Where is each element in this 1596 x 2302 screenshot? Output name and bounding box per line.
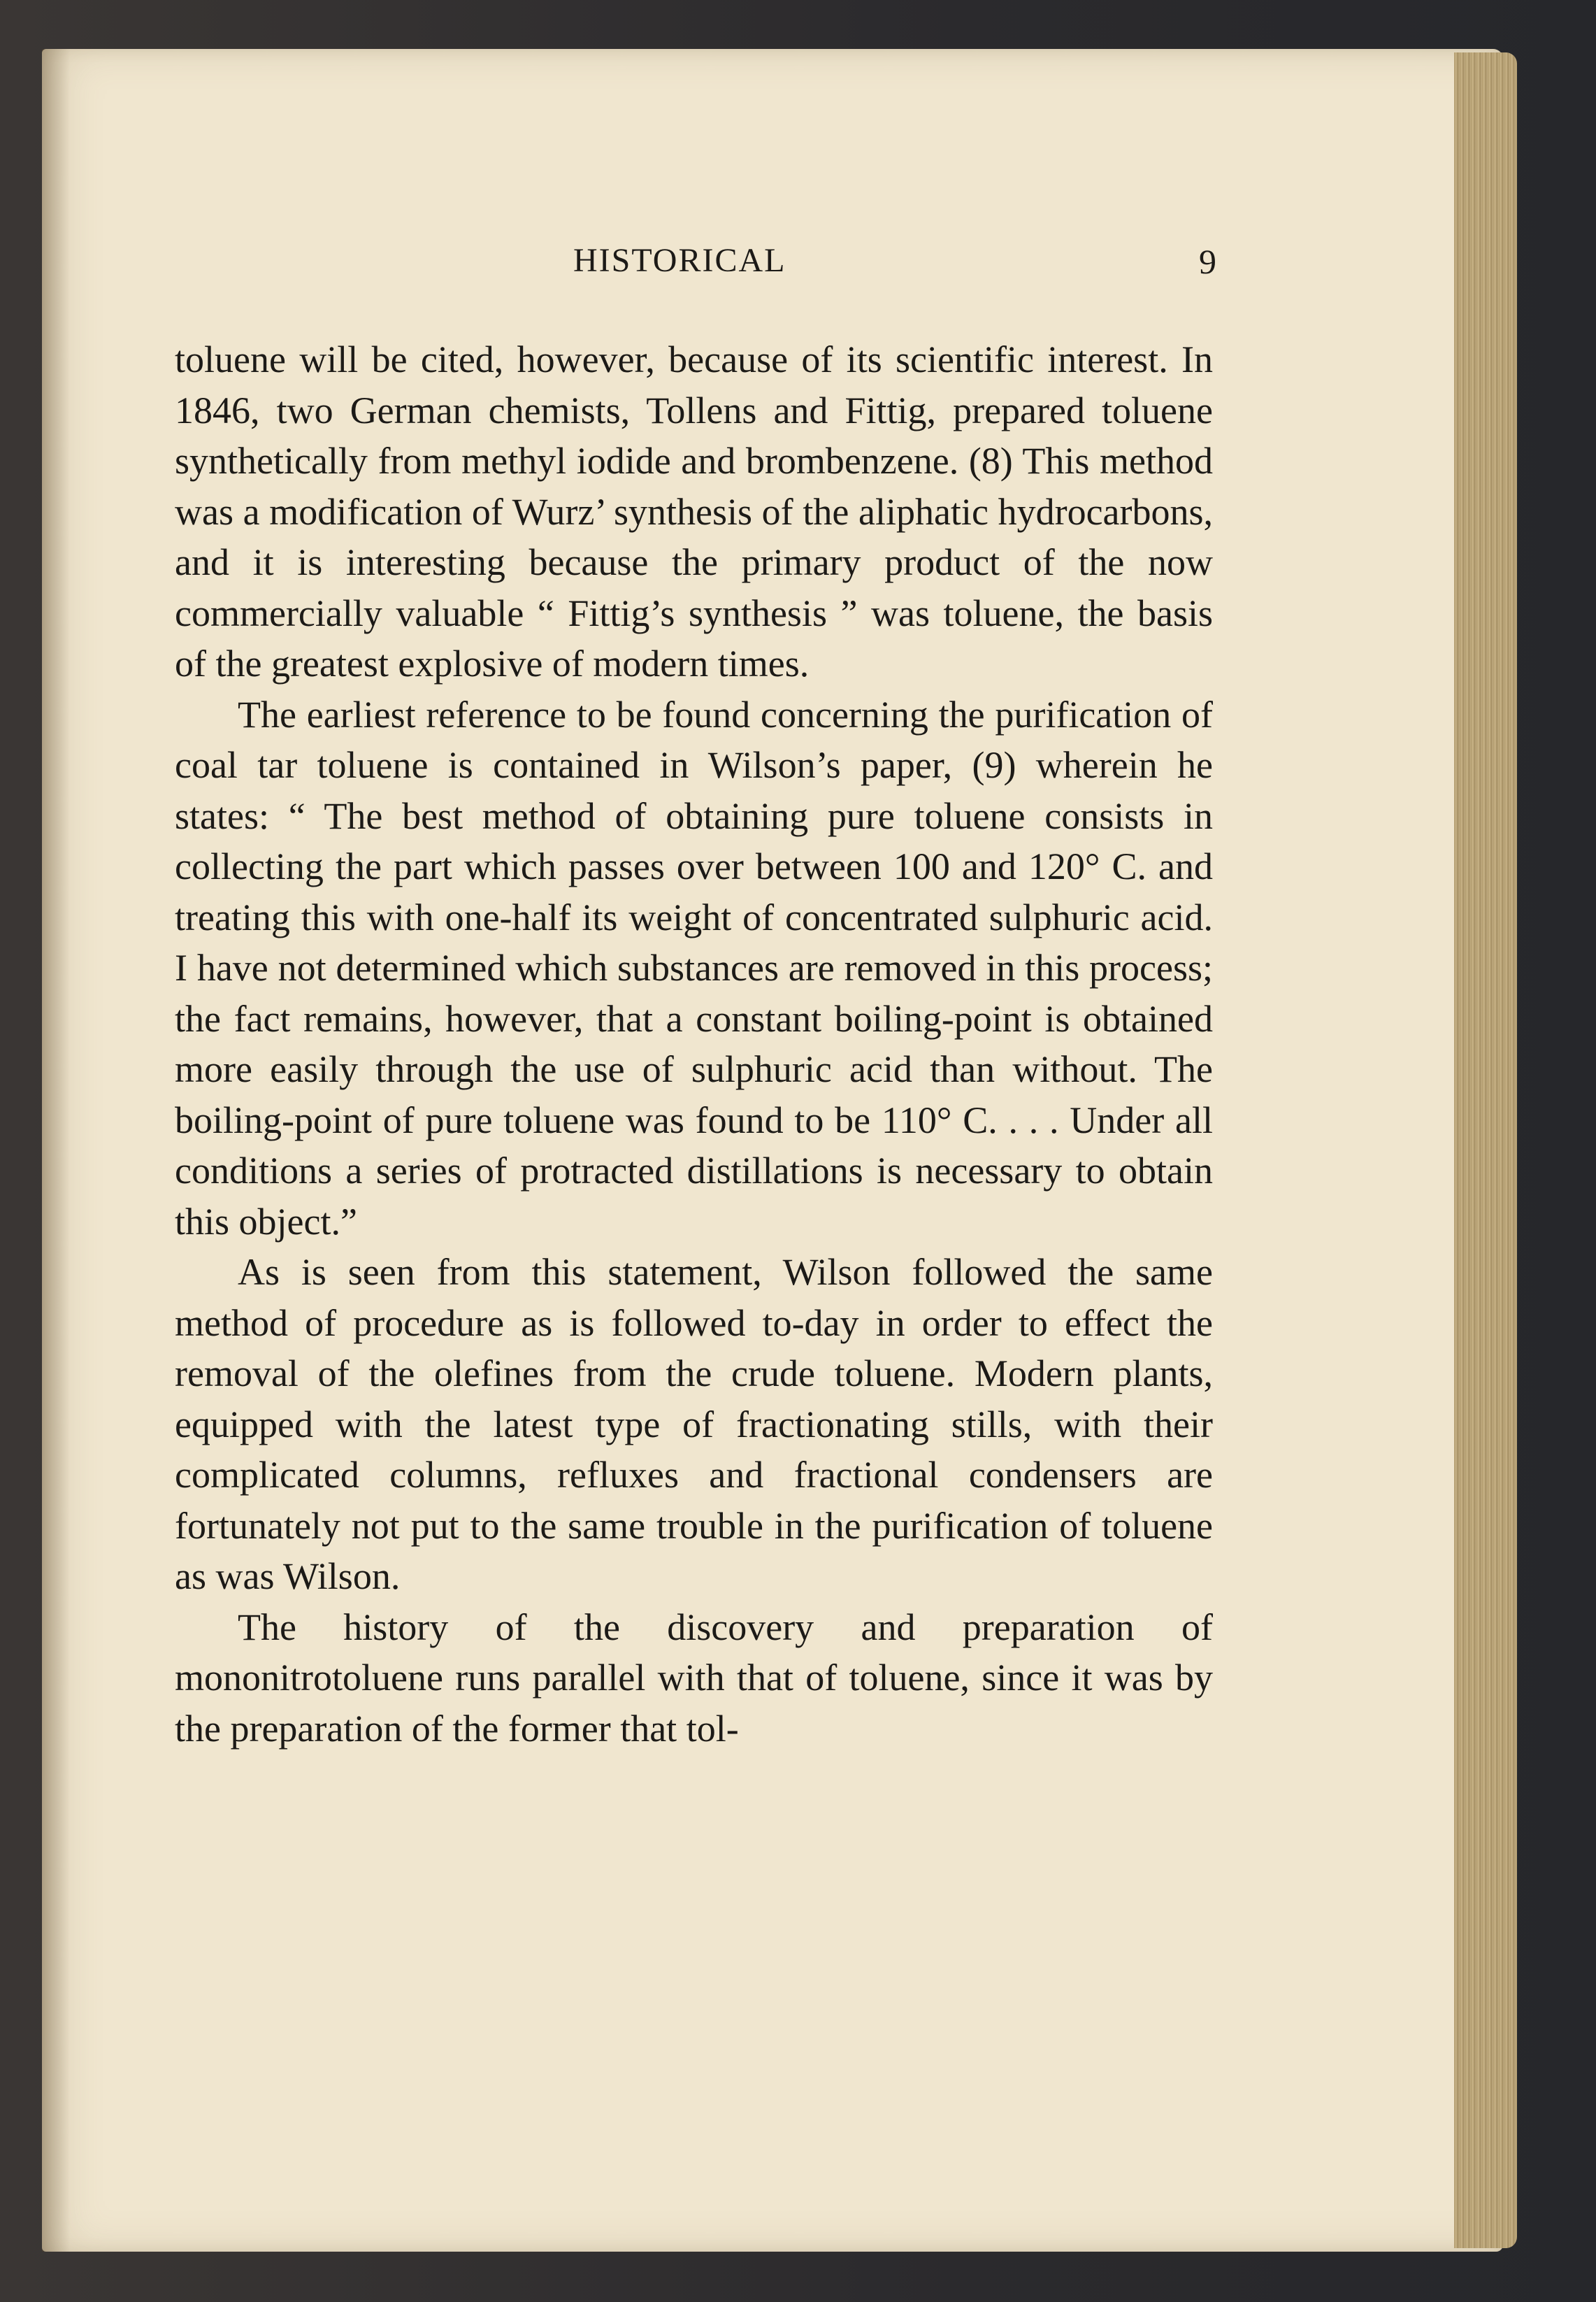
paragraph: As is seen from this statement, Wilson followed the same method of procedure as is followed to-day in order to effect the removal of the olefines from the crude toluene. Modern plants, equipped with the latest type of fractionating stills, with their complicated columns, refluxes and fractional condensers are fortunately not put to the same trouble in the purification of toluene as was Wilson. (175, 1251, 1213, 1597)
page-gutter-shadow (42, 49, 70, 2252)
paragraph: The history of the discovery and preparation of mononitrotoluene runs parallel with that of toluene, since it was by the preparation of the former that tol- (175, 1606, 1213, 1750)
page-edges (1454, 52, 1517, 2248)
paragraph-continued: toluene will be cited, however, because of its scientific interest. In 1846, two German chemists, Tollens and Fittig, prepared toluene synthetically from methyl iodide and brombenzene. (8) This method was a modification of Wurz’ synthesis of the aliphatic hydrocarbons, and it is interesting because the primary product of the now commercially valuable “ Fittig’s synthesis ” was toluene, the basis of the greatest explosive of modern times. (175, 338, 1213, 685)
paragraph: The earliest reference to be found concerning the purification of coal tar toluene is contained in Wilson’s paper, (9) wherein he states: “ The best method of obtaining pure toluene consists in collecting the part which passes over between 100 and 120° C. and treating this with one-half its weight of concentrated sulphuric acid. I have not determined which substances are removed in this process; the fact remains, however, that a constant boiling-point is obtained more easily through the use of sulphuric acid than without. The boiling-point of pure toluene was found to be 110° C. . . . Under all conditions a series of protracted distillations is necessary to obtain this object.” (175, 693, 1213, 1243)
page-number: 9 (1199, 242, 1216, 281)
running-header (175, 241, 1216, 290)
running-title: HISTORICAL (573, 242, 786, 279)
body-text (175, 334, 1213, 1754)
